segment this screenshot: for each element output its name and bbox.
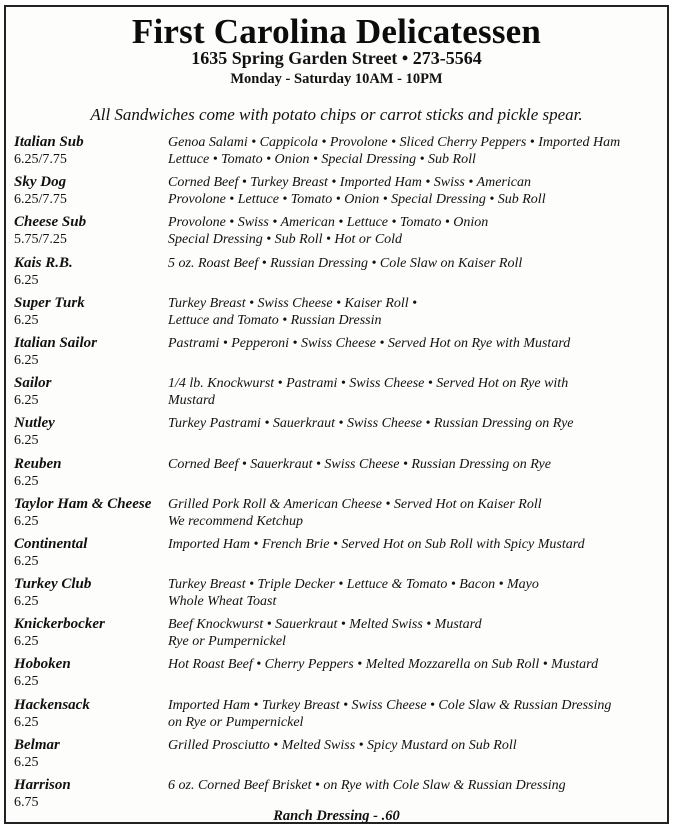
item-price: 6.25/7.75 [14,192,67,208]
item-description [168,576,668,610]
item-price: 6.25 [14,513,39,529]
menu-frame [4,5,669,824]
desc-line: Provolone • Swiss • American • Lettuce • Tomato • Onion [168,215,489,231]
desc-line: on Rye or Pumpernickel [168,714,304,730]
item-price: 5.75/7.25 [14,232,67,248]
item-price: 6.75 [14,795,39,810]
desc-line: Grilled Prosciutto • Melted Swiss • Spicy Mustard on Sub Roll [168,737,517,753]
item-name: Turkey Club [14,576,92,593]
desc-line: Turkey Breast • Swiss Cheese • Kaiser Roll • [168,295,418,311]
menu-item [14,656,664,696]
menu-item [14,255,664,295]
desc-line: Beef Knockwurst • Sauerkraut • Melted Swiss • Mustard [168,617,482,633]
item-description [168,777,668,794]
item-name: Sky Dog [14,174,67,191]
desc-line: Pastrami • Pepperoni • Swiss Cheese • Served Hot on Rye with Mustard [168,335,571,351]
desc-line: Rye or Pumpernickel [168,634,286,650]
desc-line: Lettuce and Tomato • Russian Dressin [168,312,382,328]
item-name: Sailor [14,375,52,392]
menu-item [14,697,664,737]
item-name: Kais R.B. [14,254,73,271]
desc-line: We recommend Ketchup [168,513,304,529]
item-name: Hoboken [14,656,71,673]
desc-line: Special Dressing • Sub Roll • Hot or Cold [168,232,403,248]
item-name: Knickerbocker [14,616,105,633]
item-description [168,174,668,208]
address-phone: 1635 Spring Garden Street • 273-5564 [191,48,482,68]
desc-line: Imported Ham • Turkey Breast • Swiss Cheese • Cole Slaw & Russian Dressing [168,697,612,713]
item-description [168,134,668,168]
menu-item [14,174,664,214]
page-title: First Carolina Delicatessen [131,12,542,51]
ranch-dressing-addon: Ranch Dressing - .60 [273,808,400,824]
item-name: Italian Sailor [14,334,97,351]
desc-line: Provolone • Lettuce • Tomato • Onion • Special Dressing • Sub Roll [168,192,546,208]
desc-line: 5 oz. Roast Beef • Russian Dressing • Cole Slaw on Kaiser Roll [168,255,523,271]
menu-item [14,375,664,415]
menu-item [14,415,664,455]
menu-item [14,214,664,254]
item-name: Harrison [14,777,71,793]
menu-item [14,576,664,616]
item-description [168,496,668,530]
menu-item [14,456,664,496]
item-description [168,737,668,754]
business-hours: Monday - Saturday 10AM - 10PM [230,71,443,87]
desc-line: Imported Ham • French Brie • Served Hot on Sub Roll with Spicy Mustard [168,536,585,552]
menu-item [14,737,664,777]
sandwich-note: All Sandwiches come with potato chips or carrot sticks and pickle spear. [90,105,583,124]
desc-line: Mustard [168,393,215,409]
item-name: Hackensack [14,696,90,713]
menu-item [14,616,664,656]
item-name: Nutley [14,415,55,432]
item-price: 6.25/7.75 [14,152,67,167]
item-name: Reuben [14,455,62,472]
desc-line: 6 oz. Corned Beef Brisket • on Rye with Cole Slaw & Russian Dressing [168,778,566,793]
item-name: Belmar [14,736,60,753]
item-name: Italian Sub [14,134,84,150]
item-price: 6.25 [14,714,39,730]
item-price: 6.25 [14,312,39,328]
desc-line: Hot Roast Beef • Cherry Peppers • Melted Mozzarella on Sub Roll • Mustard [168,657,599,673]
item-description [168,656,668,673]
item-price: 6.25 [14,594,39,610]
item-price: 6.25 [14,433,39,449]
item-price: 6.25 [14,674,39,690]
item-name: Taylor Ham & Cheese [14,495,152,512]
item-description [168,456,668,473]
desc-line: Corned Beef • Turkey Breast • Imported Ham • Swiss • American [168,175,531,191]
menu-item [14,536,664,576]
item-description [168,616,668,650]
desc-line: Grilled Pork Roll & American Cheese • Served Hot on Kaiser Roll [168,496,542,512]
item-name: Cheese Sub [14,214,87,231]
menu-item [14,335,664,375]
desc-line: 1/4 lb. Knockwurst • Pastrami • Swiss Cheese • Served Hot on Rye with [168,376,569,392]
item-price: 6.25 [14,473,39,489]
desc-line: Whole Wheat Toast [168,594,277,610]
item-description [168,295,668,329]
item-name: Super Turk [14,294,85,311]
menu-item [14,496,664,536]
menu-item [14,134,664,174]
item-name: Continental [14,535,88,552]
item-description [168,536,668,553]
item-price: 6.25 [14,634,39,650]
menu-item [14,295,664,335]
item-description [168,375,668,409]
desc-line: Turkey Pastrami • Sauerkraut • Swiss Cheese • Russian Dressing on Rye [168,416,574,432]
item-description [168,335,668,352]
item-price: 6.25 [14,352,39,368]
item-description [168,255,668,272]
desc-line: Lettuce • Tomato • Onion • Special Dressing • Sub Roll [168,152,476,167]
item-price: 6.25 [14,553,39,569]
item-price: 6.25 [14,754,39,770]
desc-line: Genoa Salami • Cappicola • Provolone • Sliced Cherry Peppers • Imported Ham [168,135,621,150]
item-price: 6.25 [14,393,39,409]
item-description [168,697,668,731]
item-price: 6.25 [14,272,39,288]
menu-list [14,134,664,817]
desc-line: Turkey Breast • Triple Decker • Lettuce & Tomato • Bacon • Mayo [168,577,539,593]
item-description [168,415,668,432]
desc-line: Corned Beef • Sauerkraut • Swiss Cheese • Russian Dressing on Rye [168,456,551,472]
item-description [168,214,668,248]
